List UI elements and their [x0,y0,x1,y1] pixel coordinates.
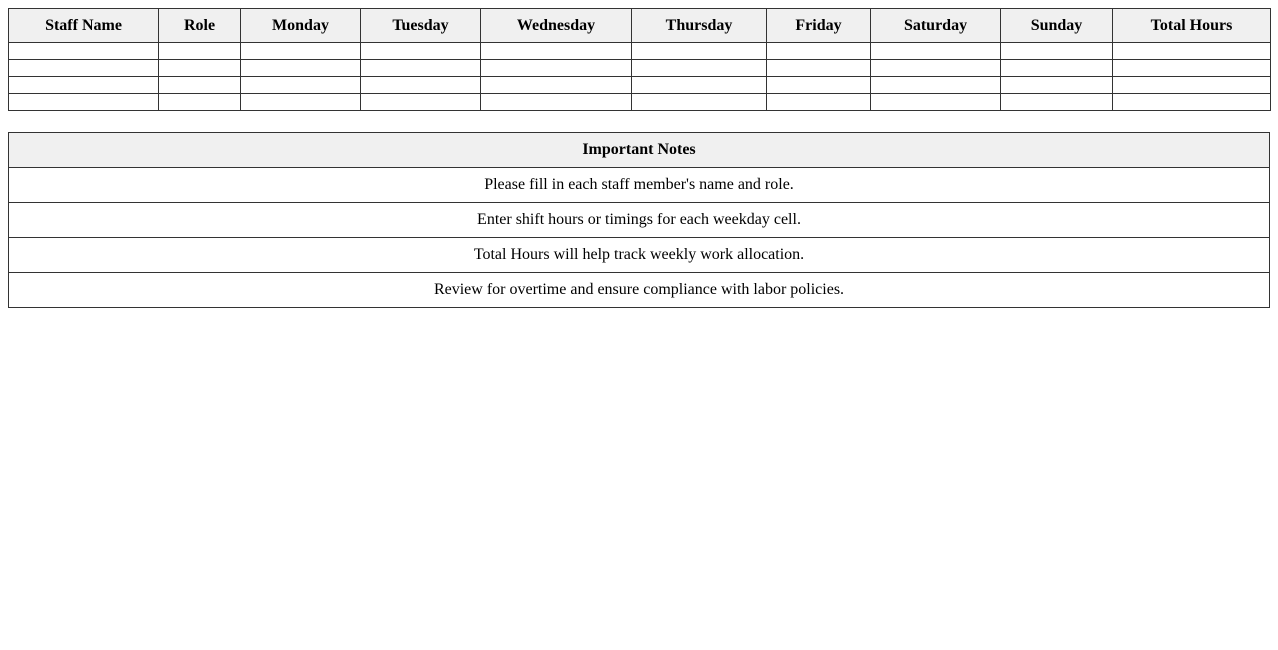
cell-thursday[interactable] [632,60,767,77]
notes-header-row [9,133,1270,168]
cell-tuesday[interactable] [361,60,481,77]
cell-staff-name[interactable] [9,77,159,94]
cell-tuesday[interactable] [361,43,481,60]
table-row [9,43,1271,60]
note-item: Enter shift hours or timings for each weekday cell. [9,203,1270,238]
cell-role[interactable] [159,43,241,60]
staff-schedule-table [8,8,1271,111]
header-staff-name: Staff Name [9,9,159,43]
note-item: Review for overtime and ensure compliance with labor policies. [9,273,1270,308]
cell-staff-name[interactable] [9,94,159,111]
schedule-header-row [9,9,1271,43]
header-total-hours: Total Hours [1113,9,1271,43]
cell-thursday[interactable] [632,43,767,60]
cell-sunday[interactable] [1001,43,1113,60]
cell-friday[interactable] [767,60,871,77]
cell-monday[interactable] [241,60,361,77]
cell-total-hours[interactable] [1113,43,1271,60]
cell-tuesday[interactable] [361,77,481,94]
cell-saturday[interactable] [871,43,1001,60]
cell-wednesday[interactable] [481,77,632,94]
cell-role[interactable] [159,77,241,94]
table-row [9,94,1271,111]
notes-title: Important Notes [9,133,1270,168]
cell-total-hours[interactable] [1113,77,1271,94]
cell-saturday[interactable] [871,77,1001,94]
cell-friday[interactable] [767,77,871,94]
note-row [9,203,1270,238]
cell-sunday[interactable] [1001,60,1113,77]
cell-monday[interactable] [241,43,361,60]
cell-saturday[interactable] [871,94,1001,111]
header-sunday: Sunday [1001,9,1113,43]
header-saturday: Saturday [871,9,1001,43]
cell-tuesday[interactable] [361,94,481,111]
cell-friday[interactable] [767,94,871,111]
cell-wednesday[interactable] [481,94,632,111]
cell-monday[interactable] [241,94,361,111]
cell-monday[interactable] [241,77,361,94]
important-notes-table [8,132,1270,308]
cell-role[interactable] [159,94,241,111]
cell-thursday[interactable] [632,77,767,94]
cell-saturday[interactable] [871,60,1001,77]
note-item: Total Hours will help track weekly work allocation. [9,238,1270,273]
note-row [9,168,1270,203]
note-row [9,238,1270,273]
header-thursday: Thursday [632,9,767,43]
header-monday: Monday [241,9,361,43]
cell-thursday[interactable] [632,94,767,111]
header-wednesday: Wednesday [481,9,632,43]
header-role: Role [159,9,241,43]
table-row [9,77,1271,94]
cell-role[interactable] [159,60,241,77]
cell-friday[interactable] [767,43,871,60]
note-item: Please fill in each staff member's name and role. [9,168,1270,203]
cell-staff-name[interactable] [9,60,159,77]
note-row [9,273,1270,308]
cell-sunday[interactable] [1001,77,1113,94]
cell-total-hours[interactable] [1113,94,1271,111]
header-friday: Friday [767,9,871,43]
table-row [9,60,1271,77]
cell-total-hours[interactable] [1113,60,1271,77]
cell-wednesday[interactable] [481,60,632,77]
cell-wednesday[interactable] [481,43,632,60]
header-tuesday: Tuesday [361,9,481,43]
cell-staff-name[interactable] [9,43,159,60]
cell-sunday[interactable] [1001,94,1113,111]
